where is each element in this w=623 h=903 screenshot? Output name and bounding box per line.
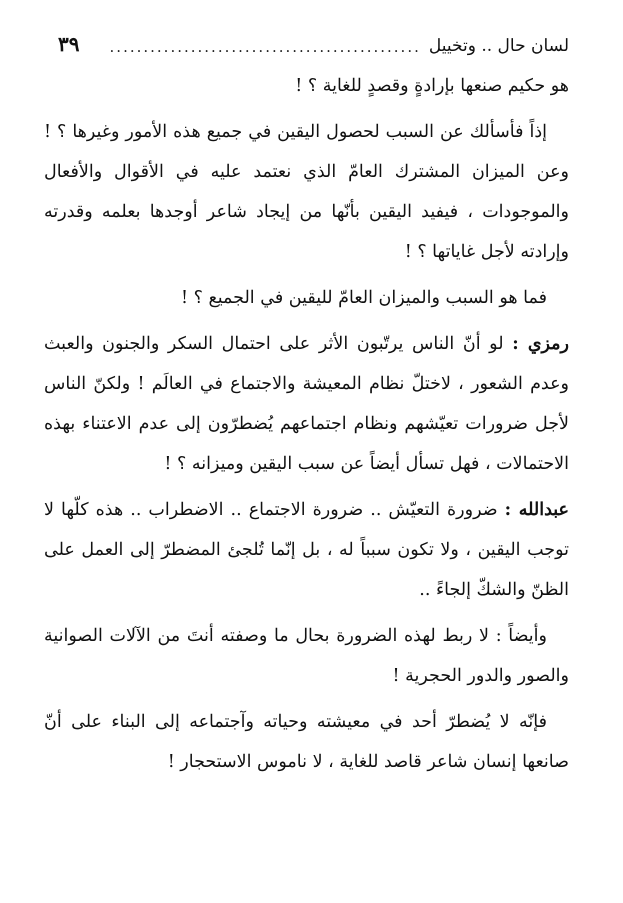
page-number: ٣٩ — [58, 32, 80, 56]
paragraph-text: فما هو السبب والميزان العامّ لليقين في الجميع ؟ ! — [181, 288, 547, 308]
paragraph-text: فإنّه لا يُضطرّ أحد في معيشته وحياته وآجتماعه إلى البناء على أنّ صانعها إنسان شاعر قاصد للغاية ، لا ناموس الاستحجار ! — [44, 712, 569, 772]
dialogue-paragraph — [44, 490, 569, 610]
paragraph-text: وأيضاً : لا ربط لهذه الضرورة بحال ما وصفته أنتَ من الآلات الصوانية والصور والدور الحجرية ! — [44, 626, 569, 686]
paragraph — [44, 702, 569, 782]
dialogue-paragraph — [44, 324, 569, 484]
speaker-name: رمزي : — [512, 334, 569, 354]
paragraph-text: ضرورة التعيّش .. ضرورة الاجتماع .. الاضطراب .. هذه كلّها لا توجب اليقين ، ولا تكون سبباً له ، بل إنّما تُلجئ المضطرّ إلى العمل على الظنّ والشكّ إلجاءً .. — [44, 500, 569, 600]
paragraph — [44, 66, 569, 106]
paragraph-text: لو أنّ الناس يرتّبون الأثر على احتمال السكر والجنون والعبث وعدم الشعور ، لاختلّ نظام المعيشة والاجتماع في العالَم ! ولكنّ الناس لأجل ضرورات تعيّشهم ونظام اجتماعهم يُضطرّون إلى عدم الاعتناء بهذه الاحتمالات ، فهل تسأل أيضاً عن سبب اليقين وميزانه ؟ ! — [44, 334, 569, 474]
paragraph — [44, 112, 569, 272]
leader-dots: .............................................. — [109, 38, 421, 56]
speaker-name: عبدالله : — [504, 500, 569, 520]
paragraph — [44, 616, 569, 696]
paragraph-text: إذاً فأسألك عن السبب لحصول اليقين في جميع هذه الأمور وغيرها ؟ ! وعن الميزان المشترك العامّ الذي نعتمد عليه في الأقوال والأفعال والموجودات ، فيفيد اليقين بأنّها من إيجاد شاعر أوجدها بعلمه وقدرته وإرادته لأجل غاياتها ؟ ! — [44, 122, 570, 262]
running-title: لسان حال .. وتخييل — [428, 36, 569, 56]
body-text — [44, 66, 569, 782]
paragraph — [44, 278, 569, 318]
page-header — [58, 30, 569, 56]
paragraph-text: هو حكيم صنعها بإرادةٍ وقصدٍ للغاية ؟ ! — [295, 76, 569, 96]
